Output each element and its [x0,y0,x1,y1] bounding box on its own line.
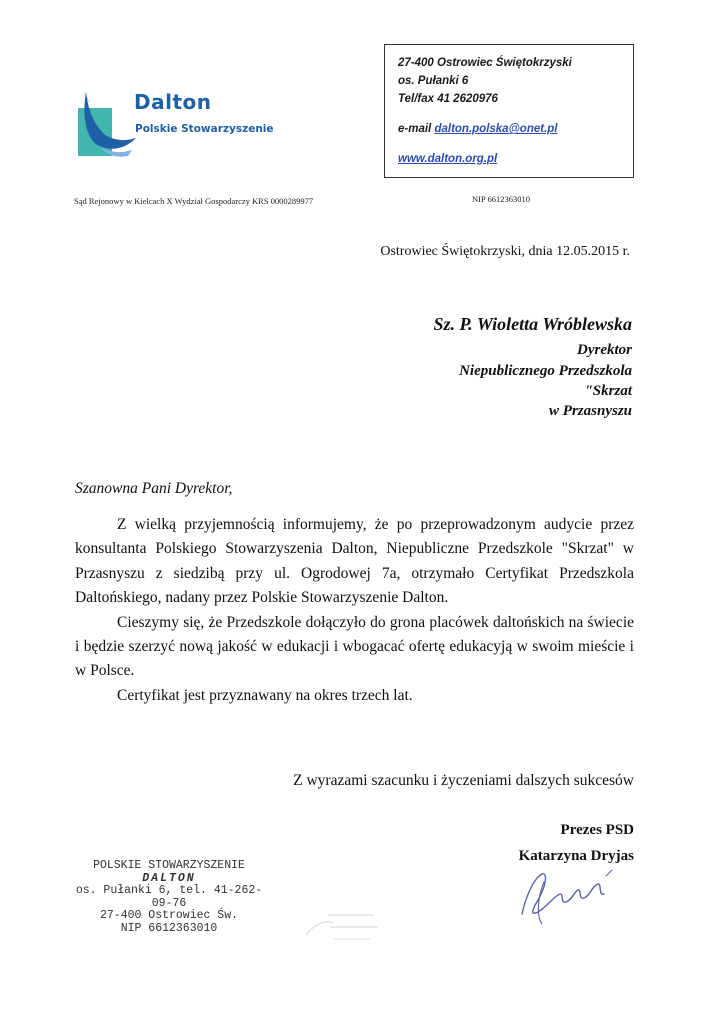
signer-role: Prezes PSD [560,822,634,838]
contact-website-link[interactable]: www.dalton.org.pl [398,153,498,165]
header-nip: NIP 6612363010 [472,194,531,204]
contact-address-line2: os. Pułanki 6 [398,75,469,87]
recipient-institution: Niepublicznego Przedszkola [459,363,632,379]
stamp-line4: 27-400 Ostrowiec Św. [99,909,239,922]
recipient-title: Dyrektor [577,342,632,358]
handwritten-signature-icon [508,856,628,928]
dalton-bird-logo-icon [78,80,138,160]
letter-body [75,513,634,708]
stamp-line3: os. Pułanki 6, tel. 41-262-09-76 [75,884,263,910]
salutation: Szanowna Pani Dyrektor, [75,480,233,497]
stamp-line5: NIP 6612363010 [120,921,218,935]
contact-phone: Tel/fax 41 2620976 [398,93,498,105]
body-paragraph-3: Certyfikat jest przyznawany na okres trzech lat. [117,686,413,704]
logo-title: Dalton [134,90,212,114]
contact-box [384,44,634,178]
recipient-school: "Skrzat [584,383,632,399]
contact-email-link[interactable]: dalton.polska@onet.pl [434,123,558,135]
dalton-logo [78,80,278,160]
recipient-name: Sz. P. Wioletta Wróblewska [433,314,632,334]
contact-address-line1: 27-400 Ostrowiec Świętokrzyski [398,57,572,69]
organization-stamp [74,860,264,935]
letter-date: Ostrowiec Świętokrzyski, dnia 12.05.2015 r. [380,244,630,259]
body-paragraph-1: Z wielką przyjemnością informujemy, że po przeprowadzonym audycie przez konsultanta Polskiego Stowarzyszenia Dalton, Niepubliczne Przedszkole "Skrzat" w Przasnyszu z siedzibą przy ul. Ogrodowej 7a, otrzymało Certyfikat Przedszkola Daltońskiego, nadany przez Polskie Stowarzyszenie Dalton. [75,516,634,607]
court-registry: Sąd Rejonowy w Kielcach X Wydział Gospodarczy KRS 0000289977 [74,196,314,206]
recipient-city: w Przasnyszu [549,403,632,419]
logo-subtitle: Polskie Stowarzyszenie [135,123,274,135]
stamp-line2: DALTON [142,871,196,885]
closing-line: Z wyrazami szacunku i życzeniami dalszych sukcesów [293,772,634,789]
contact-email-row [398,123,557,135]
body-paragraph-2: Cieszymy się, że Przedszkole dołączyło do grona placówek daltońskich na świecie i będzie szerzyć nową jakość w edukacji i wbogacać ofertę edukacyją w swoim mieście i w Polsce. [75,613,634,680]
contact-email-label: e-mail [398,123,432,135]
faint-stamp-impression-icon [300,905,380,955]
signer-name: Katarzyna Dryjas [518,848,634,864]
stamp-line1: POLSKIE STOWARZYSZENIE [93,859,245,872]
